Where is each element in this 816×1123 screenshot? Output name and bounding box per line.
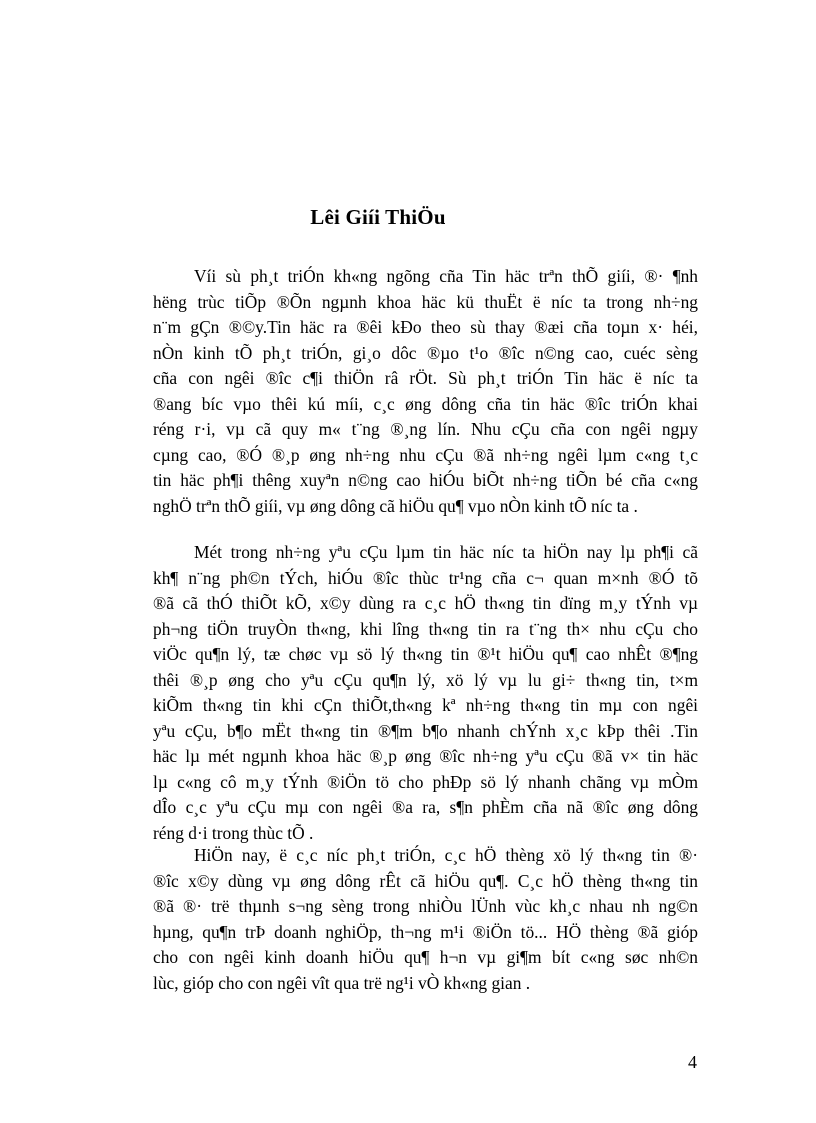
paragraph-line: hµng, qu¶n trÞ doanh nghiÖp, th¬ng m¹i ®iÖn tö... HÖ thèng ®ã gióp xyxy=(153,921,698,942)
paragraph-line: nÒn kinh tÕ ph¸t triÓn, gi¸o dôc ®µo t¹o ®îc n©ng cao, cuéc sèng xyxy=(153,342,698,363)
paragraph-line: cµng cao, ®Ó ®¸p øng nh÷ng nhu cÇu ®ã nh÷ng ngêi lµm c«ng t¸c xyxy=(153,444,698,465)
paragraph-line: häc lµ mét ngµnh khoa häc ®¸p øng ®îc nh÷ng yªu cÇu ®ã v× tin häc xyxy=(153,746,698,766)
paragraph-line: kh¶ n¨ng ph©n tÝch, hiÓu ®îc thùc tr¹ng cña c¬ quan m×nh ®Ó tõ xyxy=(153,567,698,588)
paragraph-line: ®ang bíc vµo thêi kú míi, c¸c øng dông cña tin häc ®îc triÓn khai xyxy=(153,393,698,414)
paragraph-line: viÖc qu¶n lý, tæ chøc vµ sö lý th«ng tin ®¹t hiÖu qu¶ cao nhÊt ®¶ng xyxy=(153,644,698,664)
page-number: 4 xyxy=(688,1052,697,1072)
paragraph-line: thêi ®¸p øng cho yªu cÇu qu¶n lý, xö lý vµ lu gi÷ th«ng tin, t×m xyxy=(153,669,698,690)
paragraph-line: lùc, gióp cho con ngêi vît qua trë ng¹i vÒ kh«ng gian . xyxy=(153,972,531,993)
paragraph-line: ®îc x©y dùng vµ øng dông rÊt cã hiÖu qu¶. C¸c hÖ thèng th«ng tin xyxy=(153,870,698,891)
paragraph-line: ph¬ng tiÖn truyÒn th«ng, khi lîng th«ng tin ra t¨ng th× nhu cÇu cho xyxy=(153,618,698,639)
paragraph-line: ®ã cã thÓ thiÕt kÕ, x©y dùng ra c¸c hÖ th«ng tin dïng m¸y tÝnh vµ xyxy=(153,593,698,613)
paragraph-line: Mét trong nh÷ng yªu cÇu lµm tin häc níc ta hiÖn nay lµ ph¶i cã xyxy=(194,542,698,562)
paragraph-line: dÎo c¸c yªu cÇu mµ con ngêi ®a ra, s¶n phÈm cña nã ®îc øng dông xyxy=(153,797,698,817)
paragraph-line: hëng trùc tiÕp ®Õn ngµnh khoa häc kü thuËt ë níc ta trong nh÷ng xyxy=(153,291,698,312)
paragraph-line: tin häc ph¶i thêng xuyªn n©ng cao hiÓu biÕt nh÷ng tiÕn bé cña c«ng xyxy=(153,470,698,490)
paragraph-line: nghÖ trªn thÕ giíi, vµ øng dông cã hiÖu qu¶ vµo nÒn kinh tÕ níc ta . xyxy=(153,495,638,516)
paragraph-line: réng d·i trong thùc tÕ . xyxy=(153,822,314,843)
paragraph-requirements xyxy=(153,540,698,846)
paragraph-line: lµ c«ng cô m¸y tÝnh ®iÖn tö cho phÐp sö lý nhanh chãng vµ mÒm xyxy=(153,771,698,792)
paragraph-current-state xyxy=(153,843,698,996)
paragraph-line: ®ã ®· trë thµnh s¬ng sèng trong nhiÒu lÜnh vùc kh¸c nhau nh ng©n xyxy=(153,896,698,916)
paragraph-line: yªu cÇu, b¶o mËt th«ng tin ®¶m b¶o nhanh chÝnh x¸c kÞp thêi .Tin xyxy=(153,720,698,741)
paragraph-line: réng r·i, vµ cã quy m« t¨ng ®¸ng lín. Nhu cÇu cña con ngêi ngµy xyxy=(153,419,698,439)
paragraph-line: HiÖn nay, ë c¸c níc ph¸t triÓn, c¸c hÖ thèng xö lý th«ng tin ®· xyxy=(194,845,698,865)
paragraph-line: n¨m gÇn ®©y.Tin häc ra ®êi kÐo theo sù thay ®æi cña toµn x· héi, xyxy=(153,317,698,337)
paragraph-introduction xyxy=(153,264,698,519)
paragraph-line: cña con ngêi ®îc c¶i thiÖn râ rÖt. Sù ph¸t triÓn Tin häc ë níc ta xyxy=(153,368,698,388)
paragraph-line: cho con ngêi kinh doanh hiÖu qu¶ h¬n vµ gi¶m bít c«ng søc nh©n xyxy=(153,947,698,967)
paragraph-line: Víi sù ph¸t triÓn kh«ng ngõng cña Tin häc trªn thÕ giíi, ®· ¶nh xyxy=(194,266,698,286)
paragraph-line: kiÕm th«ng tin khi cÇn thiÕt,th«ng kª nh÷ng th«ng tin mµ con ngêi xyxy=(153,695,698,715)
page-title: Lêi Giíi ThiÖu xyxy=(310,205,446,229)
